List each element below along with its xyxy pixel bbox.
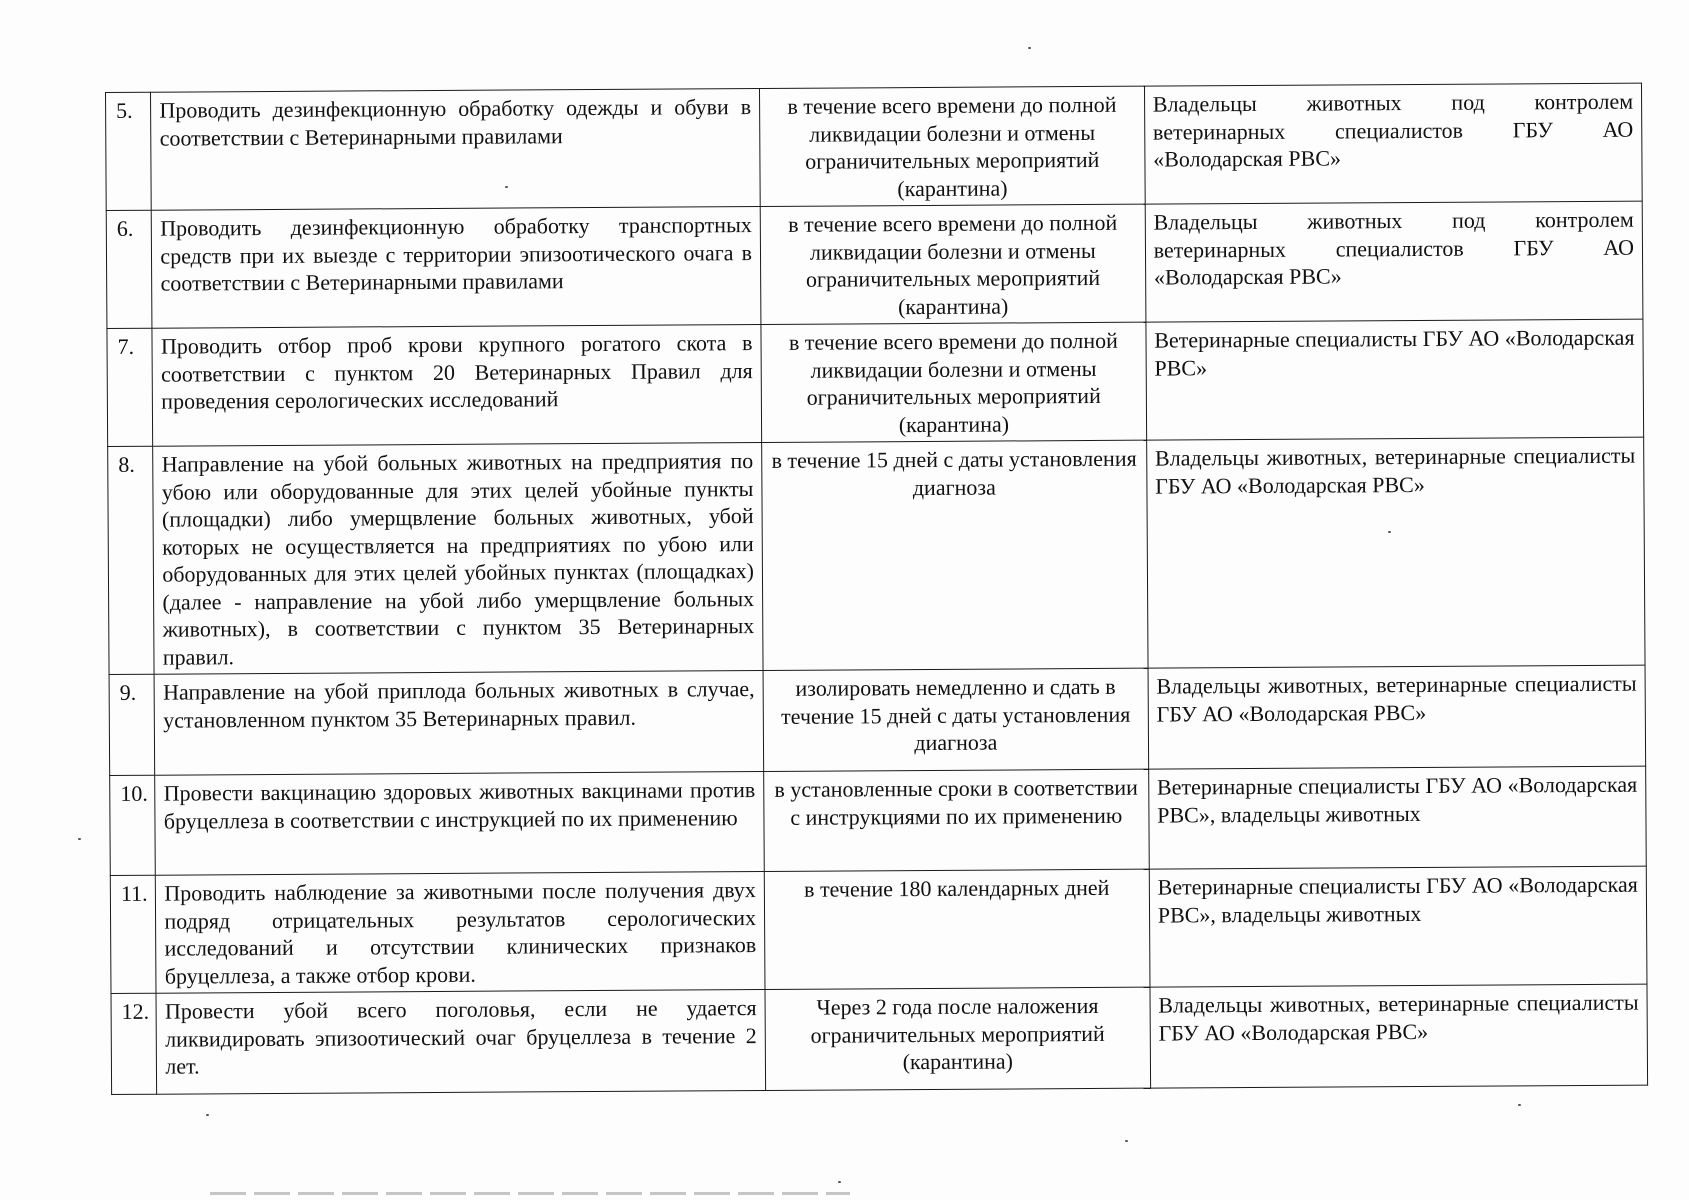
measure-description: Провести вакцинацию здоровых животных вакцинами против бруцеллеза в соответствии с инструкцией по их применению (155, 771, 764, 875)
row-number: 7. (107, 328, 153, 446)
table-row (110, 866, 1647, 993)
scan-speck (1028, 47, 1031, 49)
table-row (108, 437, 1645, 674)
measure-term: в течение всего времени до полной ликвидации болезни и отмены ограничительных мероприятий (карантина) (761, 322, 1146, 442)
table-row (109, 665, 1646, 775)
table-row (110, 766, 1647, 875)
scan-speck (1125, 1140, 1128, 1142)
row-number: 8. (108, 446, 155, 674)
row-number: 11. (110, 875, 156, 993)
measure-description: Проводить наблюдение за животными после получения двух подряд отрицательных результатов серологических исследований и отсутствии клинических признаков бруцеллеза, а также отбор крови. (156, 871, 765, 993)
measure-description: Направление на убой приплода больных животных в случае, установленном пунктом 35 Ветеринарных правил. (154, 670, 763, 775)
measure-term: в течение 15 дней с даты установления диагноза (762, 440, 1148, 670)
measure-term: в течение 180 календарных дней (764, 869, 1149, 989)
measure-description: Провести убой всего поголовья, если не удается ликвидировать эпизоотический очаг бруцеллеза в течение 2 лет. (156, 989, 765, 1094)
measure-responsible: Владельцы животных, ветеринарные специалисты ГБУ АО «Володарская РВС» (1146, 437, 1645, 668)
measure-term: в установленные сроки в соответствии с инструкциями по их применению (764, 769, 1149, 871)
scan-speck (206, 1114, 209, 1116)
scan-speck (78, 838, 81, 840)
scan-speck (838, 1181, 841, 1183)
measure-description: Проводить отбор проб крови крупного рогатого скота в соответствии с пунктом 20 Ветеринарных Правил для проведения серологических исследований (152, 324, 761, 446)
table-row (106, 201, 1643, 328)
table-row (106, 83, 1643, 210)
scan-speck (1518, 1104, 1521, 1106)
measure-description: Направление на убой больных животных на предприятия по убою или оборудованные для этих целей убойные пункты (площадки) либо умерщвление больных животных, убой которых не осуществляется на предприятиях по убою или оборудованных для этих целей убойных пунктах (площадках) (далее - направление на убой либо умерщвление больных животных), в соответствии с пунктом 35 Ветеринарных правил. (153, 442, 763, 674)
measure-responsible: Владельцы животных под контролем ветеринарных специалистов ГБУ АО «Володарская РВС» (1145, 201, 1643, 322)
measure-responsible: Владельцы животных, ветеринарные специалисты ГБУ АО «Володарская РВС» (1148, 665, 1646, 769)
measure-responsible: Владельцы животных под контролем ветеринарных специалистов ГБУ АО «Володарская РВС» (1144, 83, 1642, 204)
measure-responsible: Ветеринарные специалисты ГБУ АО «Володарская РВС» (1146, 319, 1644, 440)
table-row (111, 984, 1648, 1094)
measure-term: в течение всего времени до полной ликвидации болезни и отмены ограничительных мероприятий (карантина) (760, 204, 1145, 324)
row-number: 5. (106, 92, 152, 210)
measure-responsible: Ветеринарные специалисты ГБУ АО «Володарская РВС», владельцы животных (1148, 766, 1646, 869)
row-number: 6. (106, 210, 152, 328)
row-number: 12. (111, 993, 157, 1094)
measure-responsible: Владельцы животных, ветеринарные специалисты ГБУ АО «Володарская РВС» (1150, 984, 1648, 1088)
measure-term: Через 2 года после наложения ограничительных мероприятий (карантина) (765, 987, 1150, 1090)
scan-speck (1388, 531, 1391, 533)
scan-artifact-line (210, 1192, 850, 1195)
measure-description: Проводить дезинфекционную обработку транспортных средств при их выезде с территории эпизоотического очага в соответствии с Ветеринарными правилами (152, 206, 761, 328)
measure-term: изолировать немедленно и сдать в течение 15 дней с даты установления диагноза (763, 668, 1148, 771)
scan-speck (505, 186, 508, 188)
row-number: 9. (109, 674, 155, 775)
measures-table (105, 83, 1648, 1095)
measure-description: Проводить дезинфекционную обработку одежды и обуви в соответствии с Ветеринарными правилами (151, 89, 760, 211)
table-row (107, 319, 1644, 446)
measure-responsible: Ветеринарные специалисты ГБУ АО «Володарская РВС», владельцы животных (1149, 866, 1647, 987)
row-number: 10. (110, 775, 156, 875)
measure-term: в течение всего времени до полной ликвидации болезни и отмены ограничительных мероприятий (карантина) (759, 86, 1144, 206)
